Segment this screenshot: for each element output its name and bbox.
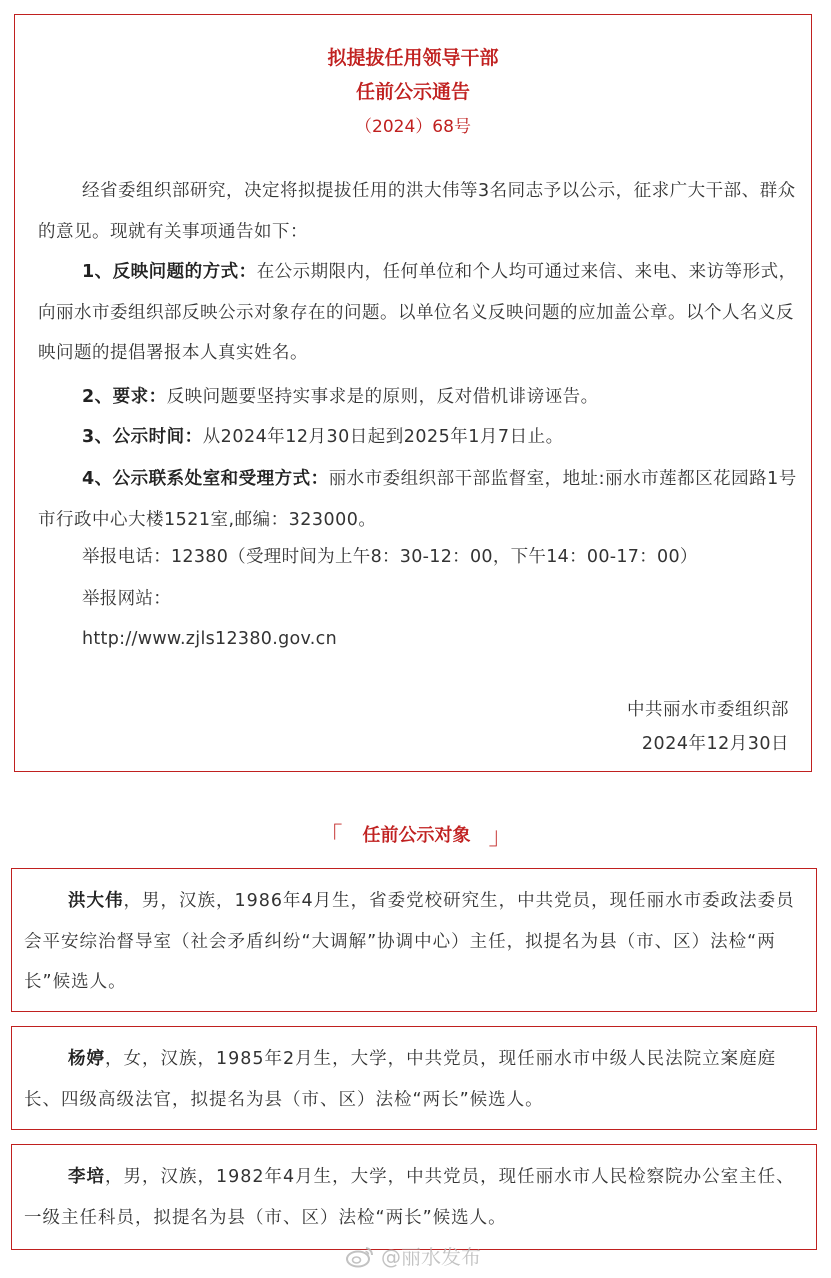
candidate-text (24, 1039, 806, 1120)
notice-hotline: 举报电话：12380（受理时间为上午8：30-12：00，下午14：00-17：00） (82, 547, 698, 567)
candidate-details: ，女，汉族，1985年2月生，大学，中共党员，现任丽水市中级人民法院立案庭庭长、四级高级法官，拟提名为县（市、区）法检“两长”候选人。 (24, 1049, 777, 1110)
item-text: 从2024年12月30日起到2025年1月7日止。 (202, 427, 564, 447)
candidate-name: 洪大伟 (68, 891, 124, 911)
section-heading-text: 任前公示对象 (362, 825, 471, 846)
weibo-watermark (345, 1243, 481, 1271)
item-label: 1、反映问题的方式： (82, 262, 257, 282)
item-label: 2、要求： (82, 387, 167, 407)
weibo-icon (345, 1245, 375, 1269)
candidate-details: ，男，汉族，1986年4月生，省委党校研究生，中共党员，现任丽水市委政法委员会平安综治督导室（社会矛盾纠纷“大调解”协调中心）主任，拟提名为县（市、区）法检“两长”候选人。 (24, 891, 795, 992)
candidate-card-3 (11, 1144, 817, 1250)
notice-website-label: 举报网站： (82, 589, 171, 609)
candidate-name: 李培 (68, 1167, 105, 1187)
candidate-text (24, 881, 806, 1003)
watermark-text: @丽水发布 (381, 1245, 481, 1269)
notice-item-2 (38, 377, 798, 418)
item-text: 在公示期限内，任何单位和个人均可通过来信、来电、来访等形式，向丽水市委组织部反映公示对象存在的问题。以单位名义反映问题的应加盖公章。以个人名义反映问题的提倡署报本人真实姓名。 (38, 262, 797, 363)
item-label: 4、公示联系处室和受理方式： (82, 469, 329, 489)
candidate-text (24, 1157, 806, 1238)
candidate-card-1 (11, 868, 817, 1012)
notice-box (14, 14, 812, 772)
candidate-name: 杨婷 (68, 1049, 105, 1069)
notice-doc-number: （2024）68号 (355, 117, 471, 137)
notice-item-3 (38, 417, 798, 458)
item-label: 3、公示时间： (82, 427, 203, 447)
notice-title-line1: 拟提拔任用领导干部 (327, 47, 499, 69)
notice-item-1 (38, 252, 798, 374)
bracket-right: 」 (488, 822, 513, 850)
notice-website-link[interactable]: http://www.zjls12380.gov.cn (82, 629, 337, 649)
bracket-left: 「 (318, 822, 343, 850)
notice-intro: 经省委组织部研究，决定将拟提拔任用的洪大伟等3名同志予以公示，征求广大干部、群众的意见。现就有关事项通告如下： (38, 181, 796, 242)
candidate-card-2 (11, 1026, 817, 1130)
notice-item-4 (38, 459, 798, 540)
notice-issuer: 中共丽水市委组织部 (627, 700, 789, 720)
item-text: 丽水市委组织部干部监督室，地址:丽水市莲都区花园路1号市行政中心大楼1521室,邮编：323000。 (38, 469, 797, 530)
notice-date: 2024年12月30日 (641, 734, 789, 754)
section-heading (0, 818, 831, 854)
item-text: 反映问题要坚持实事求是的原则，反对借机诽谤诬告。 (166, 387, 599, 407)
notice-title-line2: 任前公示通告 (355, 81, 470, 103)
candidate-details: ，男，汉族，1982年4月生，大学，中共党员，现任丽水市人民检察院办公室主任、一级主任科员，拟提名为县（市、区）法检“两长”候选人。 (24, 1167, 795, 1228)
